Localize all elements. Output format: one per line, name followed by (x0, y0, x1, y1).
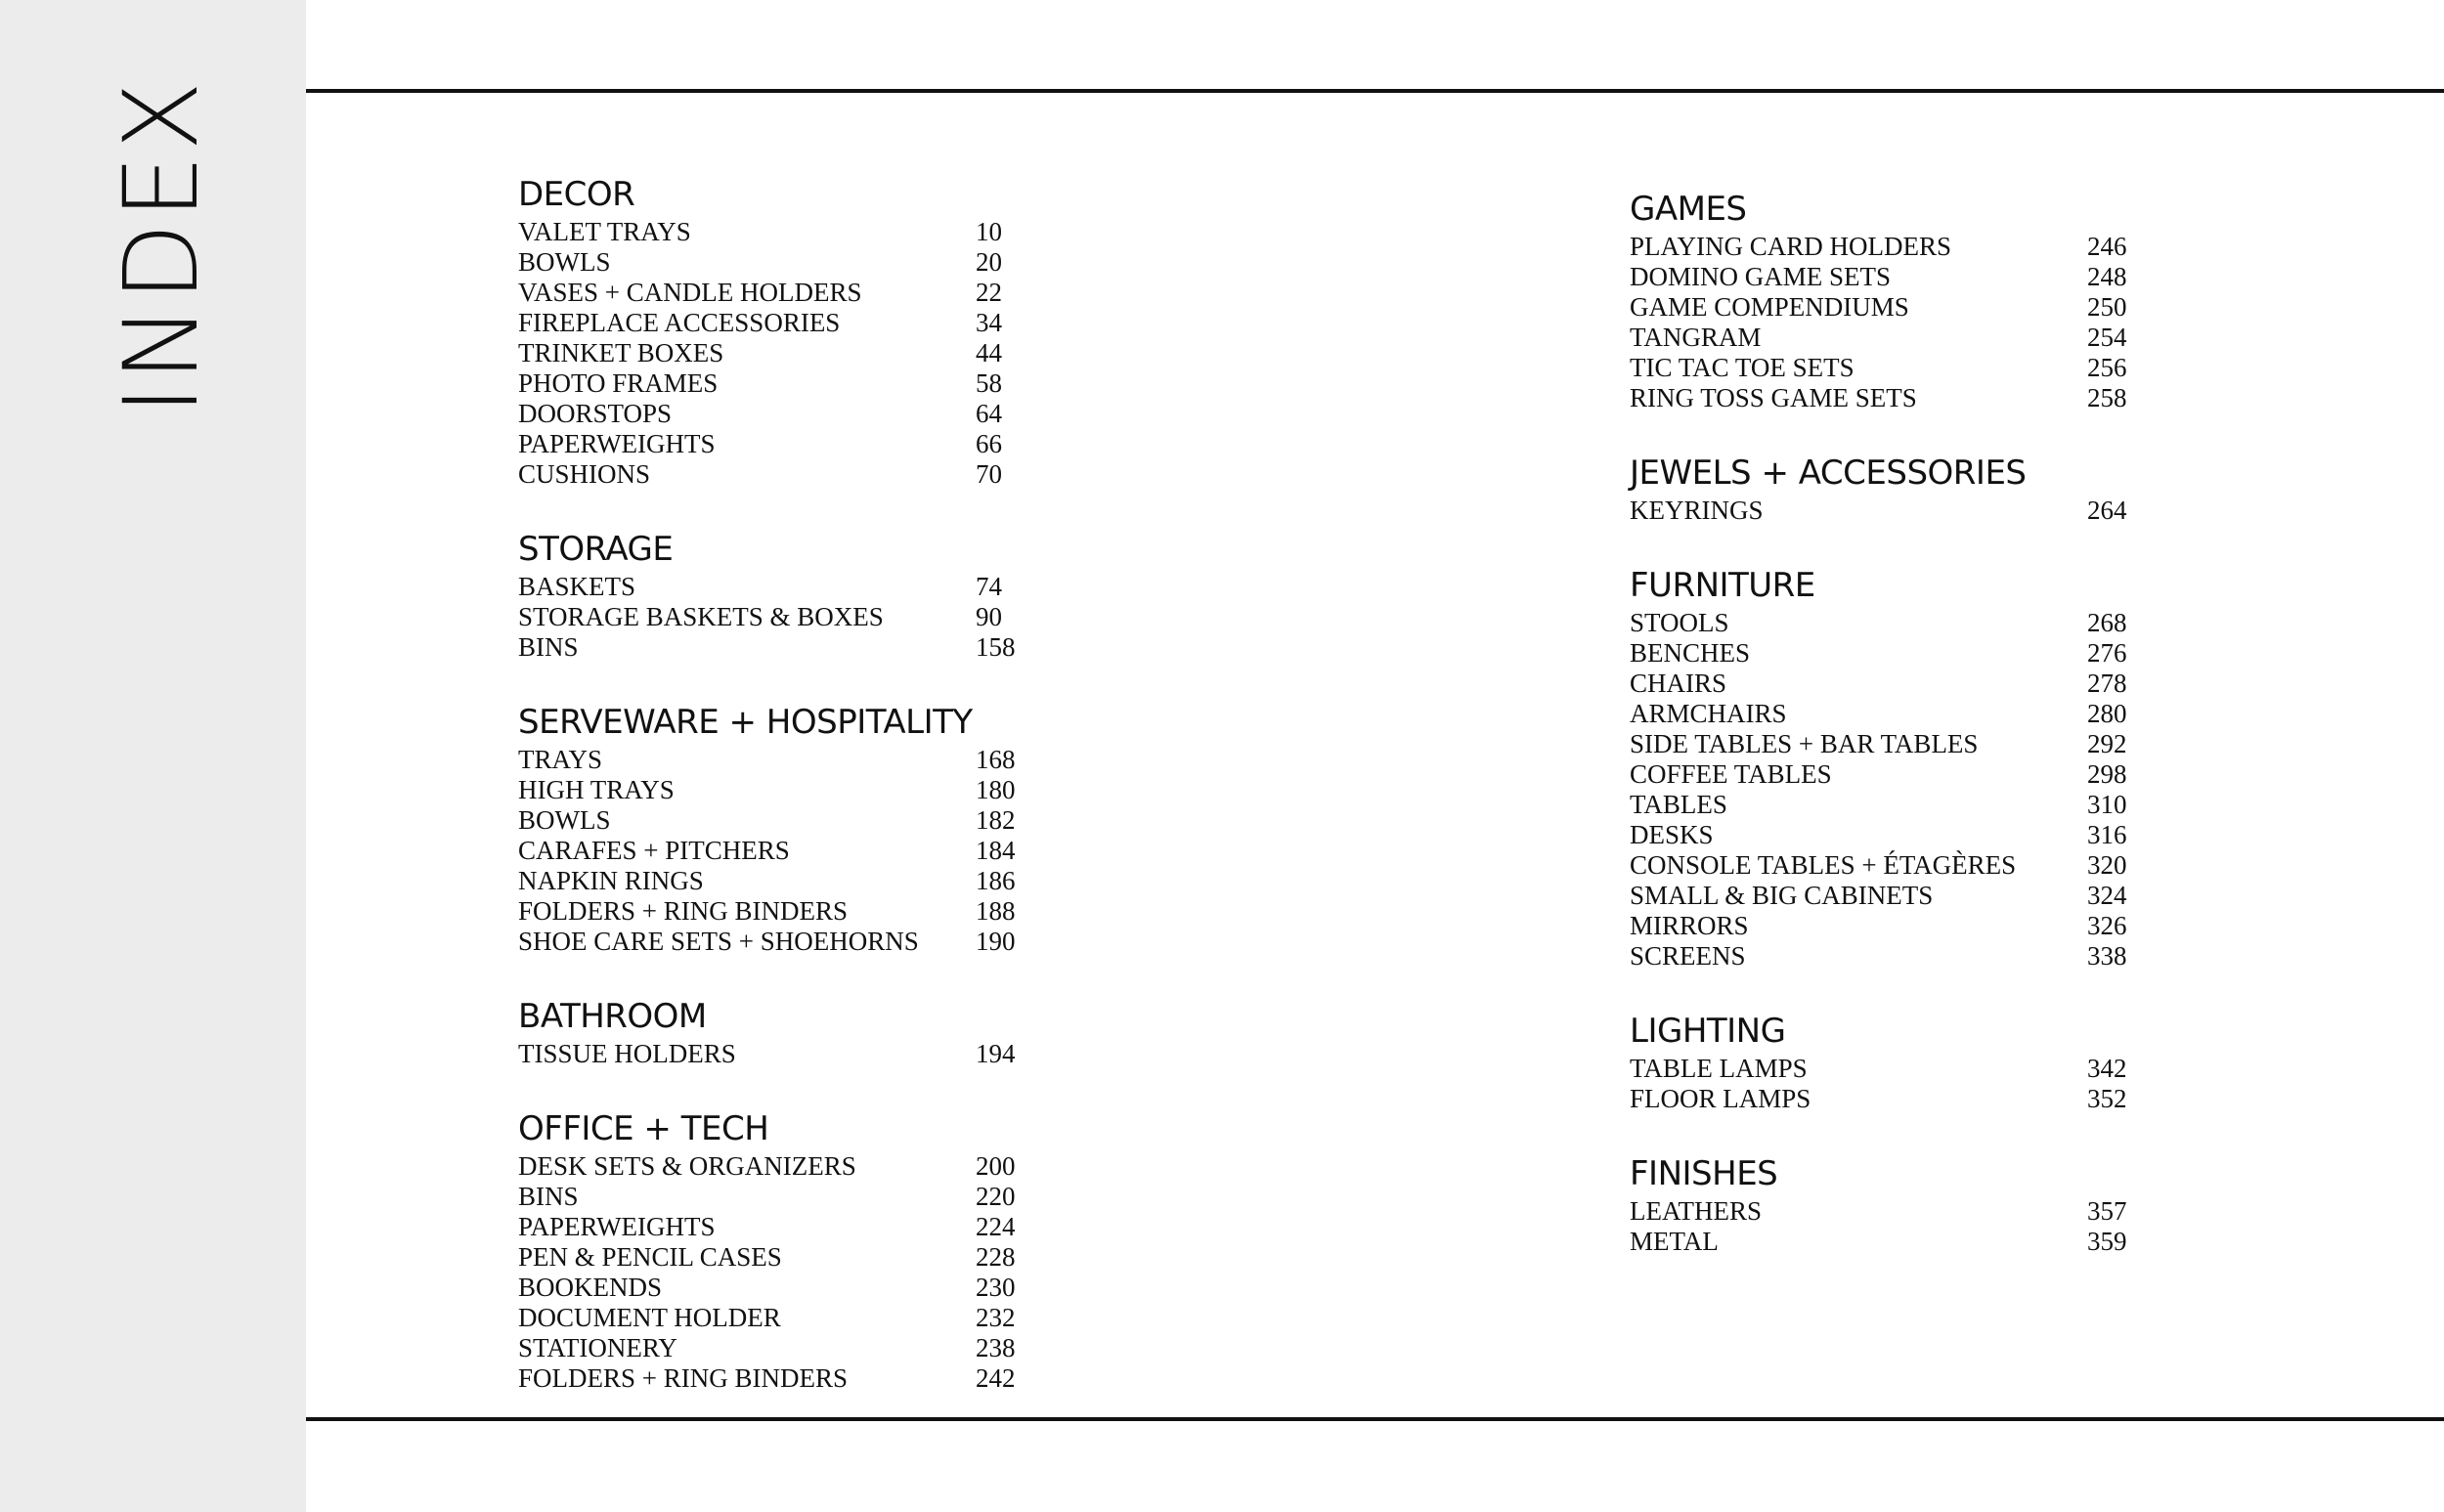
index-entry (1630, 1084, 2138, 1114)
index-section (518, 994, 1046, 1069)
index-entry (1630, 496, 2138, 526)
entry-page-number: 188 (976, 896, 1016, 926)
index-entry (518, 278, 1046, 308)
entry-page-number: 34 (976, 308, 1002, 337)
index-entry (1630, 881, 2138, 911)
entry-label: STOOLS (1630, 608, 1729, 637)
entry-page-number: 242 (976, 1363, 1016, 1393)
entry-page-number: 352 (2087, 1084, 2127, 1113)
index-section (1630, 563, 2138, 972)
entry-label: PAPERWEIGHTS (518, 1212, 716, 1241)
index-entry (518, 572, 1046, 602)
entry-page-number: 324 (2087, 881, 2127, 910)
entry-page-number: 190 (976, 927, 1016, 956)
entry-label: BOWLS (518, 805, 611, 835)
index-entry (1630, 790, 2138, 820)
index-entry (1630, 608, 2138, 638)
entry-label: CARAFES + PITCHERS (518, 836, 790, 865)
index-entry (1630, 1054, 2138, 1084)
entry-page-number: 184 (976, 836, 1016, 865)
index-entry (518, 805, 1046, 836)
index-entry (518, 1303, 1046, 1333)
entry-page-number: 224 (976, 1212, 1016, 1241)
index-entry (1630, 638, 2138, 669)
entry-page-number: 44 (976, 338, 1002, 367)
entry-label: TANGRAM (1630, 323, 1762, 352)
entry-label: TABLES (1630, 790, 1727, 819)
entry-page-number: 74 (976, 572, 1002, 601)
entry-label: FOLDERS + RING BINDERS (518, 896, 849, 926)
entry-label: BINS (518, 632, 579, 662)
index-entry (518, 217, 1046, 247)
entry-label: METAL (1630, 1227, 1719, 1256)
entry-label: CHAIRS (1630, 669, 1727, 698)
entry-label: BENCHES (1630, 638, 1751, 668)
index-entry (1630, 1196, 2138, 1227)
entry-label: DOORSTOPS (518, 399, 673, 428)
entry-page-number: 342 (2087, 1054, 2127, 1083)
entry-page-number: 158 (976, 632, 1016, 662)
index-entry (518, 399, 1046, 429)
entry-label: BASKETS (518, 572, 636, 601)
entry-page-number: 220 (976, 1182, 1016, 1211)
entry-page-number: 66 (976, 429, 1002, 458)
index-section (518, 172, 1046, 490)
index-entry (518, 1273, 1046, 1303)
entry-page-number: 278 (2087, 669, 2127, 698)
index-entry (518, 745, 1046, 775)
index-entry (518, 1333, 1046, 1363)
index-section (1630, 187, 2138, 413)
entry-label: PLAYING CARD HOLDERS (1630, 232, 1952, 261)
entry-page-number: 238 (976, 1333, 1016, 1362)
entry-label: FLOOR LAMPS (1630, 1084, 1811, 1113)
entry-label: DESKS (1630, 820, 1714, 849)
entry-page-number: 280 (2087, 699, 2127, 728)
entry-label: TRAYS (518, 745, 603, 774)
index-entry (518, 1182, 1046, 1212)
entry-page-number: 180 (976, 775, 1016, 804)
index-entry (518, 866, 1046, 896)
index-section (518, 700, 1046, 957)
entry-label: STATIONERY (518, 1333, 677, 1362)
entry-label: FOLDERS + RING BINDERS (518, 1363, 849, 1393)
entry-label: NAPKIN RINGS (518, 866, 704, 895)
entry-page-number: 200 (976, 1151, 1016, 1181)
entry-page-number: 258 (2087, 383, 2127, 412)
index-section (518, 1106, 1046, 1394)
index-entry (518, 602, 1046, 632)
index-entry (1630, 699, 2138, 729)
entry-label: SCREENS (1630, 941, 1746, 971)
entry-label: KEYRINGS (1630, 496, 1764, 525)
section-title: LIGHTING (1630, 1012, 1786, 1051)
entry-page-number: 292 (2087, 729, 2127, 758)
entry-label: DESK SETS & ORGANIZERS (518, 1151, 856, 1181)
section-title: BATHROOM (518, 997, 707, 1036)
index-entry (518, 1363, 1046, 1394)
entry-label: BINS (518, 1182, 579, 1211)
entry-label: SIDE TABLES + BAR TABLES (1630, 729, 1979, 758)
entry-label: ARMCHAIRS (1630, 699, 1787, 728)
entry-page-number: 228 (976, 1242, 1016, 1272)
entry-page-number: 194 (976, 1039, 1016, 1068)
entry-page-number: 338 (2087, 941, 2127, 971)
entry-page-number: 326 (2087, 911, 2127, 940)
entry-label: SHOE CARE SETS + SHOEHORNS (518, 927, 919, 956)
index-entry (1630, 323, 2138, 353)
entry-label: CONSOLE TABLES + ÉTAGÈRES (1630, 850, 2017, 880)
entry-page-number: 70 (976, 459, 1002, 489)
entry-label: BOWLS (518, 247, 611, 277)
entry-label: TRINKET BOXES (518, 338, 724, 367)
entry-label: SMALL & BIG CABINETS (1630, 881, 1934, 910)
entry-page-number: 58 (976, 368, 1002, 398)
index-column-left (518, 172, 1046, 1431)
index-entry (518, 1151, 1046, 1182)
section-title: FINISHES (1630, 1154, 1778, 1193)
entry-label: CUSHIONS (518, 459, 651, 489)
entry-label: COFFEE TABLES (1630, 759, 1832, 789)
index-entry (518, 632, 1046, 663)
entry-page-number: 320 (2087, 850, 2127, 880)
section-title: OFFICE + TECH (518, 1109, 769, 1148)
page-title: INDEX (102, 77, 221, 415)
index-entry (518, 338, 1046, 368)
entry-page-number: 20 (976, 247, 1002, 277)
entry-label: GAME COMPENDIUMS (1630, 292, 1909, 322)
section-title: DECOR (518, 175, 635, 214)
entry-label: TIC TAC TOE SETS (1630, 353, 1855, 382)
index-section (1630, 1151, 2138, 1257)
index-entry (1630, 1227, 2138, 1257)
entry-page-number: 64 (976, 399, 1002, 428)
entry-label: VALET TRAYS (518, 217, 691, 246)
top-divider (306, 89, 2444, 93)
index-entry (1630, 759, 2138, 790)
entry-page-number: 22 (976, 278, 1002, 307)
index-entry (1630, 850, 2138, 881)
index-entry (518, 308, 1046, 338)
index-entry (1630, 262, 2138, 292)
entry-label: BOOKENDS (518, 1273, 663, 1302)
entry-label: TISSUE HOLDERS (518, 1039, 736, 1068)
entry-page-number: 359 (2087, 1227, 2127, 1256)
entry-label: FIREPLACE ACCESSORIES (518, 308, 841, 337)
entry-page-number: 310 (2087, 790, 2127, 819)
entry-page-number: 10 (976, 217, 1002, 246)
section-title: STORAGE (518, 530, 674, 569)
index-entry (518, 775, 1046, 805)
section-title: GAMES (1630, 190, 1747, 229)
entry-page-number: 182 (976, 805, 1016, 835)
index-entry (1630, 669, 2138, 699)
entry-page-number: 186 (976, 866, 1016, 895)
entry-label: PHOTO FRAMES (518, 368, 719, 398)
index-entry (1630, 820, 2138, 850)
entry-label: RING TOSS GAME SETS (1630, 383, 1917, 412)
entry-label: DOCUMENT HOLDER (518, 1303, 781, 1332)
index-entry (518, 459, 1046, 490)
entry-page-number: 248 (2087, 262, 2127, 291)
index-column-right (1630, 187, 2138, 1294)
index-entry (518, 1212, 1046, 1242)
entry-page-number: 90 (976, 602, 1002, 631)
entry-page-number: 276 (2087, 638, 2127, 668)
index-entry (518, 1039, 1046, 1069)
entry-page-number: 246 (2087, 232, 2127, 261)
entry-page-number: 256 (2087, 353, 2127, 382)
index-section (1630, 451, 2138, 526)
index-entry (518, 927, 1046, 957)
entry-label: VASES + CANDLE HOLDERS (518, 278, 862, 307)
index-entry (1630, 353, 2138, 383)
entry-page-number: 230 (976, 1273, 1016, 1302)
entry-page-number: 250 (2087, 292, 2127, 322)
entry-page-number: 168 (976, 745, 1016, 774)
index-entry (518, 247, 1046, 278)
entry-page-number: 254 (2087, 323, 2127, 352)
index-entry (518, 1242, 1046, 1273)
index-entry (1630, 729, 2138, 759)
entry-label: TABLE LAMPS (1630, 1054, 1808, 1083)
index-section (1630, 1009, 2138, 1114)
entry-label: PAPERWEIGHTS (518, 429, 716, 458)
section-title: FURNITURE (1630, 566, 1815, 605)
index-entry (1630, 383, 2138, 413)
entry-page-number: 298 (2087, 759, 2127, 789)
entry-page-number: 232 (976, 1303, 1016, 1332)
section-title: SERVEWARE + HOSPITALITY (518, 703, 973, 742)
index-entry (518, 429, 1046, 459)
index-entry (1630, 292, 2138, 323)
entry-page-number: 268 (2087, 608, 2127, 637)
entry-page-number: 264 (2087, 496, 2127, 525)
index-entry (518, 368, 1046, 399)
entry-label: HIGH TRAYS (518, 775, 675, 804)
index-entry (518, 836, 1046, 866)
index-entry (1630, 941, 2138, 972)
index-entry (1630, 232, 2138, 262)
index-entry (518, 896, 1046, 927)
entry-label: DOMINO GAME SETS (1630, 262, 1892, 291)
index-entry (1630, 911, 2138, 941)
entry-label: MIRRORS (1630, 911, 1749, 940)
entry-label: LEATHERS (1630, 1196, 1762, 1226)
entry-label: STORAGE BASKETS & BOXES (518, 602, 884, 631)
entry-page-number: 316 (2087, 820, 2127, 849)
entry-page-number: 357 (2087, 1196, 2127, 1226)
index-section (518, 527, 1046, 663)
entry-label: PEN & PENCIL CASES (518, 1242, 782, 1272)
section-title: JEWELS + ACCESSORIES (1630, 454, 2027, 493)
